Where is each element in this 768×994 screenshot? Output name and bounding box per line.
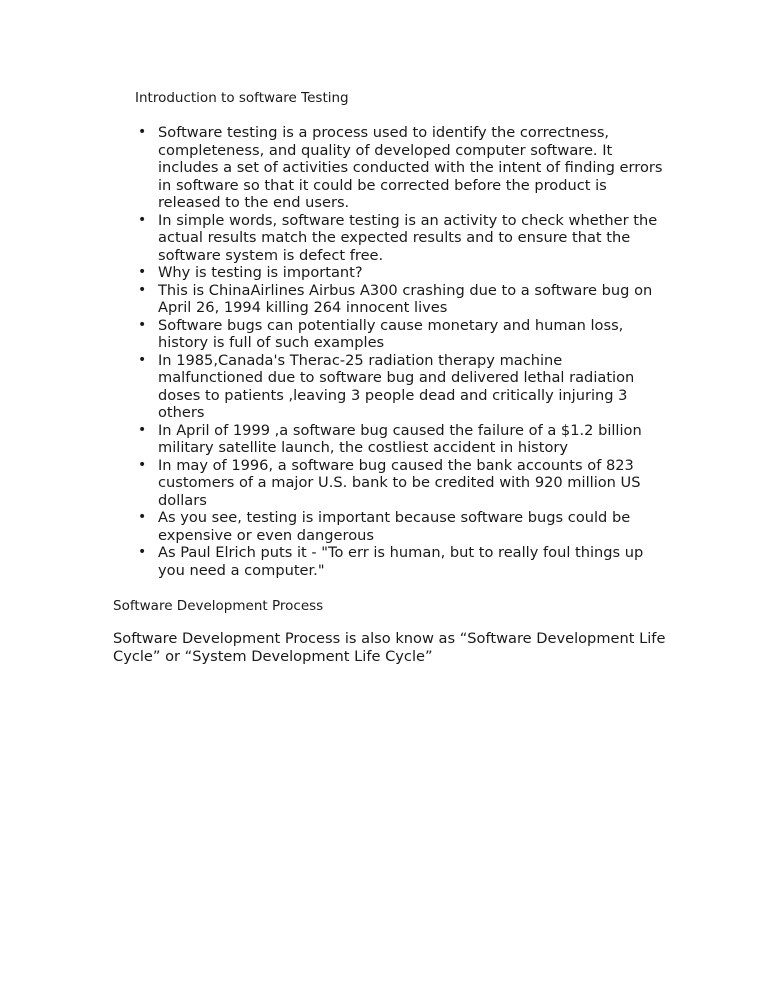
bullet-icon: • bbox=[138, 211, 147, 228]
list-item-text: In 1985,Canada's Therac-25 radiation therapy machine malfunctioned due to software bug and delivered lethal radiation doses to patients ,leaving 3 people dead and critically injuring 3 others bbox=[158, 351, 635, 421]
list-item bbox=[138, 124, 668, 212]
list-item bbox=[138, 456, 668, 510]
list-item bbox=[138, 351, 668, 422]
section-heading-sdp: Software Development Process bbox=[113, 598, 324, 614]
list-item-text: Why is testing is important? bbox=[158, 264, 363, 281]
list-item bbox=[138, 211, 668, 265]
sdp-paragraph: Software Development Process is also know as “Software Development Life Cycle” or “System Development Life Cycle” bbox=[113, 630, 666, 665]
section-heading-intro: Introduction to software Testing bbox=[135, 90, 349, 106]
bullet-icon: • bbox=[138, 544, 147, 560]
list-item-text: Software bugs can potentially cause monetary and human loss, history is full of such examples bbox=[158, 316, 624, 351]
list-item bbox=[138, 281, 668, 317]
bullet-icon: • bbox=[138, 281, 147, 298]
list-item-text: In April of 1999 ,a software bug caused the failure of a $1.2 billion military satellite launch, the costliest accident in history bbox=[158, 421, 642, 456]
list-item bbox=[138, 264, 668, 282]
bullet-icon: • bbox=[138, 316, 147, 333]
bullet-icon: • bbox=[138, 124, 147, 140]
bullet-icon: • bbox=[138, 509, 147, 525]
bullet-icon: • bbox=[138, 421, 147, 438]
bullet-icon: • bbox=[138, 456, 147, 473]
list-item-text: As you see, testing is important because software bugs could be expensive or even dangerous bbox=[158, 509, 631, 544]
list-item-text: This is ChinaAirlines Airbus A300 crashing due to a software bug on April 26, 1994 killing 264 innocent lives bbox=[158, 281, 653, 316]
list-item-text: In simple words, software testing is an activity to check whether the actual results match the expected results and to ensure that the software system is defect free. bbox=[158, 211, 658, 264]
list-item-text: In may of 1996, a software bug caused the bank accounts of 823 customers of a major U.S. bank to be credited with 920 million US dollars bbox=[158, 456, 641, 509]
bullet-icon: • bbox=[138, 351, 147, 368]
list-item bbox=[138, 316, 668, 352]
list-item bbox=[138, 421, 668, 457]
list-item bbox=[138, 509, 668, 544]
list-item-text: Software testing is a process used to identify the correctness, completeness, and quality of developed computer software. It includes a set of activities conducted with the intent of finding errors in software so that it could be corrected before the product is released to the end users. bbox=[158, 124, 663, 211]
list-item-text: As Paul Elrich puts it - "To err is human, but to really foul things up you need a computer." bbox=[158, 544, 644, 579]
bullet-list bbox=[138, 124, 668, 579]
list-item bbox=[138, 544, 668, 579]
bullet-icon: • bbox=[138, 264, 147, 280]
